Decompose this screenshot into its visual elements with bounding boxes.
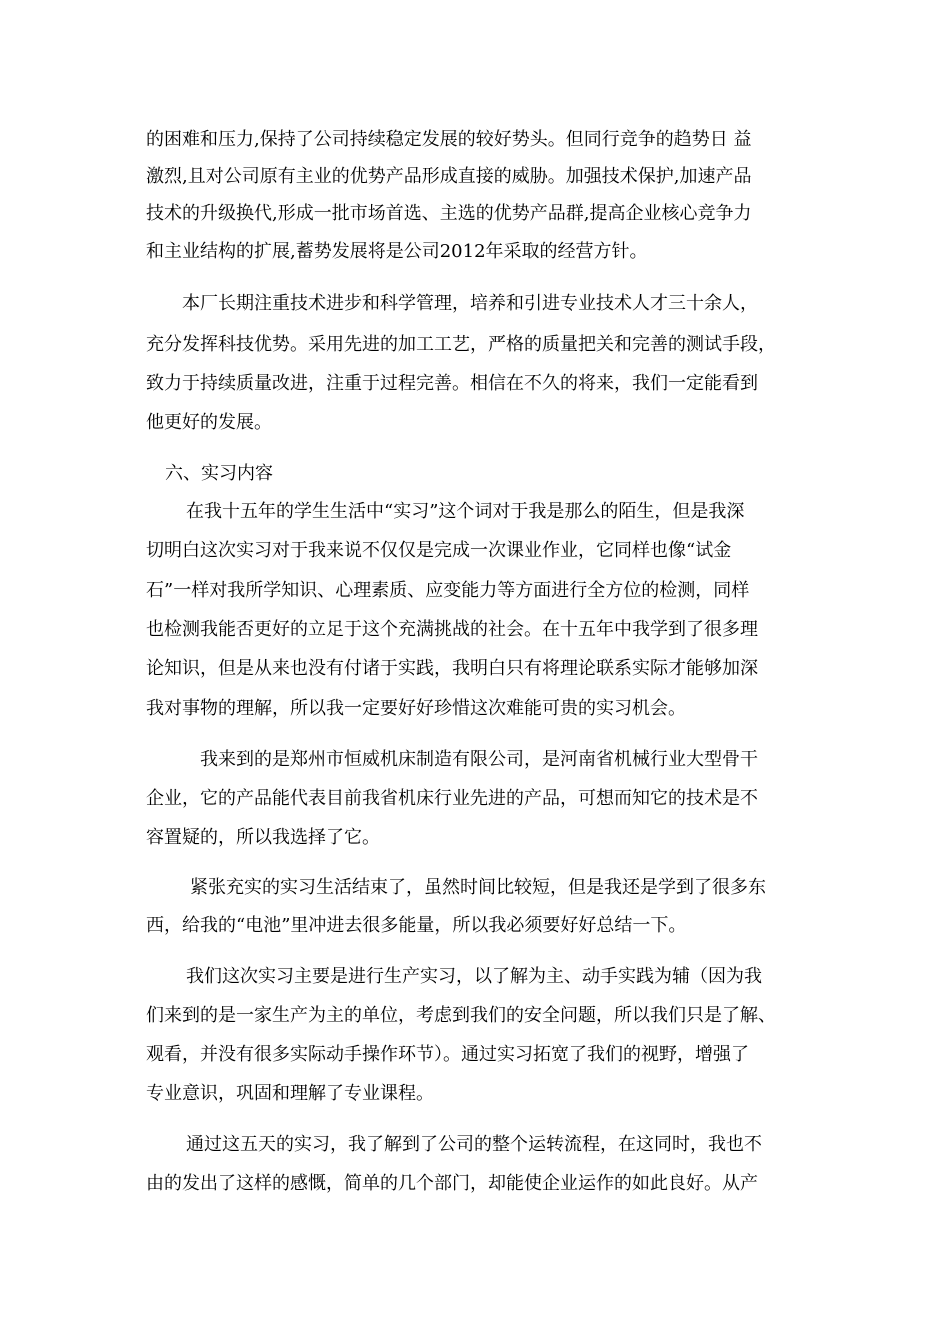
paragraph-line: 企业，它的产品能代表目前我省机床行业先进的产品，可想而知它的技术是不 [146, 788, 758, 809]
paragraph-line: 容置疑的，所以我选择了它。 [146, 827, 380, 848]
paragraph-line: 西，给我的“电池”里冲进去很多能量，所以我必须要好好总结一下。 [146, 915, 687, 936]
paragraph-line: 论知识，但是从来也没有付诸于实践，我明白只有将理论联系实际才能够加深 [146, 658, 758, 679]
paragraph-line: 充分发挥科技优势。采用先进的加工工艺，严格的质量把关和完善的测试手段， [146, 334, 776, 355]
paragraph-line: 激烈,且对公司原有主业的优势产品形成直接的威胁。加强技术保护,加速产品 [146, 166, 752, 187]
paragraph-line: 技术的升级换代,形成一批市场首选、主选的优势产品群,提高企业核心竞争力 [146, 203, 752, 224]
paragraph-line: 专业意识，巩固和理解了专业课程。 [146, 1083, 434, 1104]
section-heading: 六、实习内容 [165, 463, 273, 484]
paragraph-line: 的困难和压力,保持了公司持续稳定发展的较好势头。但同行竞争的趋势日 益 [146, 129, 752, 150]
paragraph-line: 我对事物的理解，所以我一定要好好珍惜这次难能可贵的实习机会。 [146, 698, 686, 719]
paragraph-line: 紧张充实的实习生活结束了，虽然时间比较短，但是我还是学到了很多东 [190, 877, 766, 898]
paragraph-line: 我们这次实习主要是进行生产实习，以了解为主、动手实践为辅（因为我 [186, 966, 762, 987]
paragraph-line: 们来到的是一家生产为主的单位，考虑到我们的安全问题，所以我们只是了解、 [146, 1005, 776, 1026]
paragraph-line: 致力于持续质量改进，注重于过程完善。相信在不久的将来，我们一定能看到 [146, 373, 758, 394]
paragraph-line: 他更好的发展。 [146, 412, 272, 433]
paragraph-line: 通过这五天的实习，我了解到了公司的整个运转流程，在这同时，我也不 [186, 1134, 762, 1155]
paragraph-line: 由的发出了这样的感慨，简单的几个部门，却能使企业运作的如此良好。从产 [146, 1173, 758, 1194]
paragraph-line: 切明白这次实习对于我来说不仅仅是完成一次课业作业，它同样也像“试金 [146, 540, 732, 561]
paragraph-line: 在我十五年的学生生活中“实习”这个词对于我是那么的陌生，但是我深 [186, 501, 745, 522]
paragraph-line: 本厂长期注重技术进步和科学管理，培养和引进专业技术人才三十余人， [182, 293, 758, 314]
paragraph-line: 石”一样对我所学知识、心理素质、应变能力等方面进行全方位的检测，同样 [146, 580, 750, 601]
paragraph-line: 也检测我能否更好的立足于这个充满挑战的社会。在十五年中我学到了很多理 [146, 619, 758, 640]
paragraph-line: 观看，并没有很多实际动手操作环节）。通过实习拓宽了我们的视野，增强了 [146, 1044, 749, 1065]
paragraph-line: 我来到的是郑州市恒威机床制造有限公司，是河南省机械行业大型骨干 [200, 749, 758, 770]
paragraph-line: 和主业结构的扩展,蓄势发展将是公司2012年采取的经营方针。 [146, 241, 648, 262]
